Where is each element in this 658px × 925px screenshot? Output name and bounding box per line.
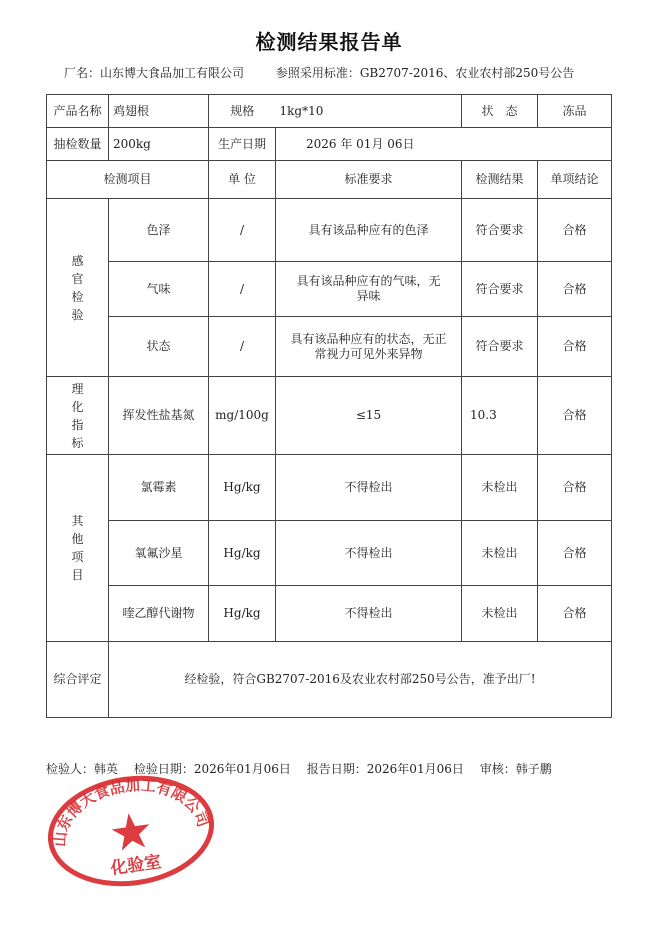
item-cell: 喹乙醇代谢物	[109, 586, 209, 642]
header-result: 检测结果	[462, 161, 538, 199]
group-other	[47, 455, 109, 642]
standard-cell: 具有该品种应有的色泽	[276, 199, 462, 262]
table-row	[47, 317, 612, 377]
header-unit: 单 位	[209, 161, 276, 199]
quantity-value: 200kg	[109, 128, 209, 161]
summary-text: 经检验，符合GB2707-2016及农业农村部250号公告，准予出厂!	[109, 642, 612, 718]
unit-cell: Hg/kg	[209, 455, 276, 521]
group-char: 检	[71, 289, 84, 304]
group-char: 验	[71, 307, 84, 322]
group-char: 指	[71, 417, 84, 432]
summary-row	[47, 642, 612, 718]
item-cell: 气味	[109, 262, 209, 317]
unit-cell: /	[209, 317, 276, 377]
reviewer: 审核：韩子鹏	[479, 762, 552, 776]
group-char: 化	[71, 399, 84, 414]
group-char: 项	[71, 550, 84, 564]
quantity-label: 抽检数量	[47, 128, 109, 161]
summary-label: 综合评定	[47, 642, 109, 718]
standard-cell: 不得检出	[276, 586, 462, 642]
product-name-label: 产品名称	[47, 95, 109, 128]
result-cell: 未检出	[462, 521, 538, 586]
inspection-table	[46, 94, 612, 718]
report-title: 检测结果报告单	[255, 30, 403, 54]
unit-cell: /	[209, 262, 276, 317]
header-conclusion: 单项结论	[538, 161, 612, 199]
standard-cell: 具有该品种应有的状态，无正常视力可见外来异物	[276, 317, 462, 377]
report-subheader	[64, 64, 602, 81]
group-char: 标	[71, 435, 84, 450]
conclusion-cell: 合格	[538, 199, 612, 262]
conclusion-cell: 合格	[538, 586, 612, 642]
group-char: 其	[71, 514, 84, 528]
production-date-value: 2026 年 01月 06日	[276, 128, 612, 161]
state-label: 状 态	[462, 95, 538, 128]
inspector: 检验人：韩英	[46, 762, 119, 776]
state-value: 冻品	[538, 95, 612, 128]
product-name-value: 鸡翅根	[109, 95, 209, 128]
group-physchem	[47, 377, 109, 455]
table-row	[47, 521, 612, 586]
company-seal	[46, 775, 216, 887]
conclusion-cell: 合格	[538, 317, 612, 377]
reference-standard: 参照采用标准：GB2707-2016、农业农村部250号公告	[275, 66, 575, 80]
group-sensory	[47, 199, 109, 377]
table-row	[47, 377, 612, 455]
result-cell: 符合要求	[462, 262, 538, 317]
standard-cell: 不得检出	[276, 521, 462, 586]
table-row	[47, 586, 612, 642]
result-cell: 未检出	[462, 455, 538, 521]
group-char: 他	[71, 532, 84, 546]
result-cell: 10.3	[462, 377, 538, 455]
conclusion-cell: 合格	[538, 377, 612, 455]
group-char: 理	[71, 381, 84, 396]
item-cell: 色泽	[109, 199, 209, 262]
unit-cell: Hg/kg	[209, 586, 276, 642]
factory-name: 厂名：山东博大食品加工有限公司	[64, 66, 245, 80]
group-char: 目	[71, 568, 84, 582]
item-cell: 氧氟沙星	[109, 521, 209, 586]
conclusion-cell: 合格	[538, 521, 612, 586]
report-date: 报告日期：2026年01月06日	[306, 762, 464, 776]
header-item: 检测项目	[47, 161, 209, 199]
spec-value: 1kg*10	[276, 95, 462, 128]
result-cell: 未检出	[462, 586, 538, 642]
group-char: 官	[71, 271, 84, 286]
item-cell: 氯霉素	[109, 455, 209, 521]
unit-cell: /	[209, 199, 276, 262]
quantity-row	[47, 128, 612, 161]
conclusion-cell: 合格	[538, 455, 612, 521]
standard-cell: ≤15	[276, 377, 462, 455]
spec-label: 规格	[209, 95, 276, 128]
unit-cell: mg/100g	[209, 377, 276, 455]
unit-cell: Hg/kg	[209, 521, 276, 586]
conclusion-cell: 合格	[538, 262, 612, 317]
item-cell: 状态	[109, 317, 209, 377]
header-standard: 标准要求	[276, 161, 462, 199]
standard-cell: 不得检出	[276, 455, 462, 521]
table-row	[47, 262, 612, 317]
product-row	[47, 95, 612, 128]
star-icon	[110, 811, 153, 852]
item-cell: 挥发性盐基氮	[109, 377, 209, 455]
header-row	[47, 161, 612, 199]
inspect-date: 检验日期：2026年01月06日	[133, 762, 291, 776]
production-date-label: 生产日期	[209, 128, 276, 161]
seal-text: 山东博大食品加工有限公司	[50, 776, 213, 848]
result-cell: 符合要求	[462, 199, 538, 262]
group-char: 感	[71, 253, 84, 268]
table-row	[47, 455, 612, 521]
seal-bottom-text: 化验室	[109, 852, 163, 880]
result-cell: 符合要求	[462, 317, 538, 377]
standard-cell: 具有该品种应有的气味，无异味	[276, 262, 462, 317]
table-row	[47, 199, 612, 262]
